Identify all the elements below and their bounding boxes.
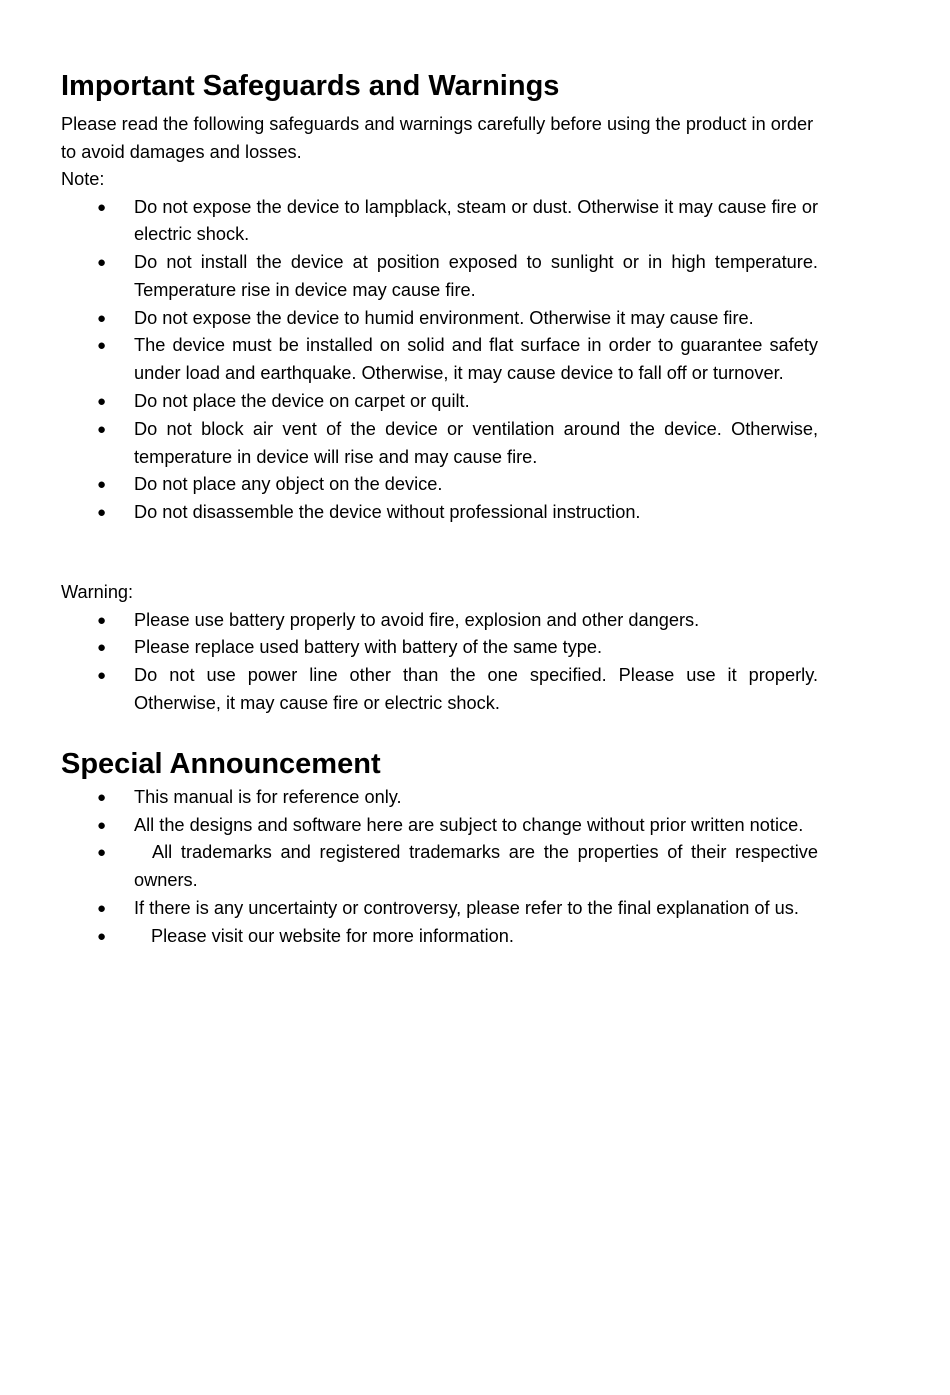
bullet-icon: ● <box>97 667 107 685</box>
safeguards-title: Important Safeguards and Warnings <box>61 70 560 102</box>
bullet-icon: ● <box>97 816 107 834</box>
announcement-title: Special Announcement <box>61 747 381 780</box>
warning-item <box>61 634 818 662</box>
bullet-icon: ● <box>97 639 107 657</box>
announcement-item-text: All trademarks and registered trademarks are the properties of their respective owners. <box>134 842 818 891</box>
announcement-item <box>61 895 818 923</box>
warning-item-text: Do not use power line other than the one specified. Please use it properly. Otherwise, it may cause fire or electric shock. <box>134 665 818 713</box>
announcement-item-text: This manual is for reference only. <box>134 786 402 807</box>
note-list <box>61 194 818 528</box>
warning-item-text: Please replace used battery with battery of the same type. <box>134 637 603 658</box>
note-item-text: Do not place any object on the device. <box>134 474 443 495</box>
bullet-icon: ● <box>97 504 107 522</box>
note-item-text: The device must be installed on solid and flat surface in order to guarantee safety under load and earthquake. Otherwise, it may cause device to fall off or turnover. <box>134 335 818 384</box>
note-item <box>61 194 818 250</box>
note-item <box>61 332 818 388</box>
announcement-item <box>61 839 818 895</box>
announcement-item <box>61 923 818 951</box>
bullet-icon: ● <box>97 337 107 355</box>
bullet-icon: ● <box>97 899 107 917</box>
note-item <box>61 416 818 472</box>
bullet-icon: ● <box>97 611 107 629</box>
announcement-item <box>61 812 818 840</box>
bullet-icon: ● <box>97 198 107 216</box>
note-item-text: Do not place the device on carpet or quilt. <box>134 391 470 412</box>
note-item-text: Do not expose the device to humid environment. Otherwise it may cause fire. <box>134 307 754 328</box>
note-item-text: Do not expose the device to lampblack, steam or dust. Otherwise it may cause fire or electric shock. <box>134 196 818 245</box>
note-item-text: Do not install the device at position exposed to sunlight or in high temperature. Temperature rise in device may cause fire. <box>134 252 818 300</box>
document-page <box>61 66 818 951</box>
bullet-icon: ● <box>97 420 107 438</box>
bullet-icon: ● <box>97 254 107 272</box>
warning-item <box>61 662 818 718</box>
announcement-item-text: If there is any uncertainty or controversy, please refer to the final explanation of us. <box>134 897 799 918</box>
warning-label: Warning: <box>61 582 134 603</box>
bullet-icon: ● <box>97 927 107 945</box>
note-item-text: Do not disassemble the device without professional instruction. <box>134 502 641 523</box>
bullet-icon: ● <box>97 393 107 411</box>
warning-item-text: Please use battery properly to avoid fire, explosion and other dangers. <box>134 609 700 630</box>
bullet-icon: ● <box>97 309 107 327</box>
announcement-item-text: Please visit our website for more information. <box>151 925 514 946</box>
note-item-text: Do not block air vent of the device or ventilation around the device. Otherwise, temperature in device will rise and may cause fire. <box>134 418 818 467</box>
note-item <box>61 249 818 305</box>
bullet-icon: ● <box>97 788 107 806</box>
note-item <box>61 305 818 333</box>
safeguards-intro: Please read the following safeguards and warnings carefully before using the product in order to avoid damages and losses. <box>61 114 814 162</box>
warning-item <box>61 607 818 635</box>
bullet-icon: ● <box>97 844 107 862</box>
announcement-item <box>61 784 818 812</box>
warning-list <box>61 607 818 718</box>
note-item <box>61 388 818 416</box>
announcement-list <box>61 784 818 951</box>
note-label: Note: <box>61 169 105 189</box>
note-item <box>61 499 818 527</box>
note-item <box>61 471 818 499</box>
announcement-item-text: All the designs and software here are subject to change without prior written notice. <box>134 814 804 835</box>
bullet-icon: ● <box>97 476 107 494</box>
